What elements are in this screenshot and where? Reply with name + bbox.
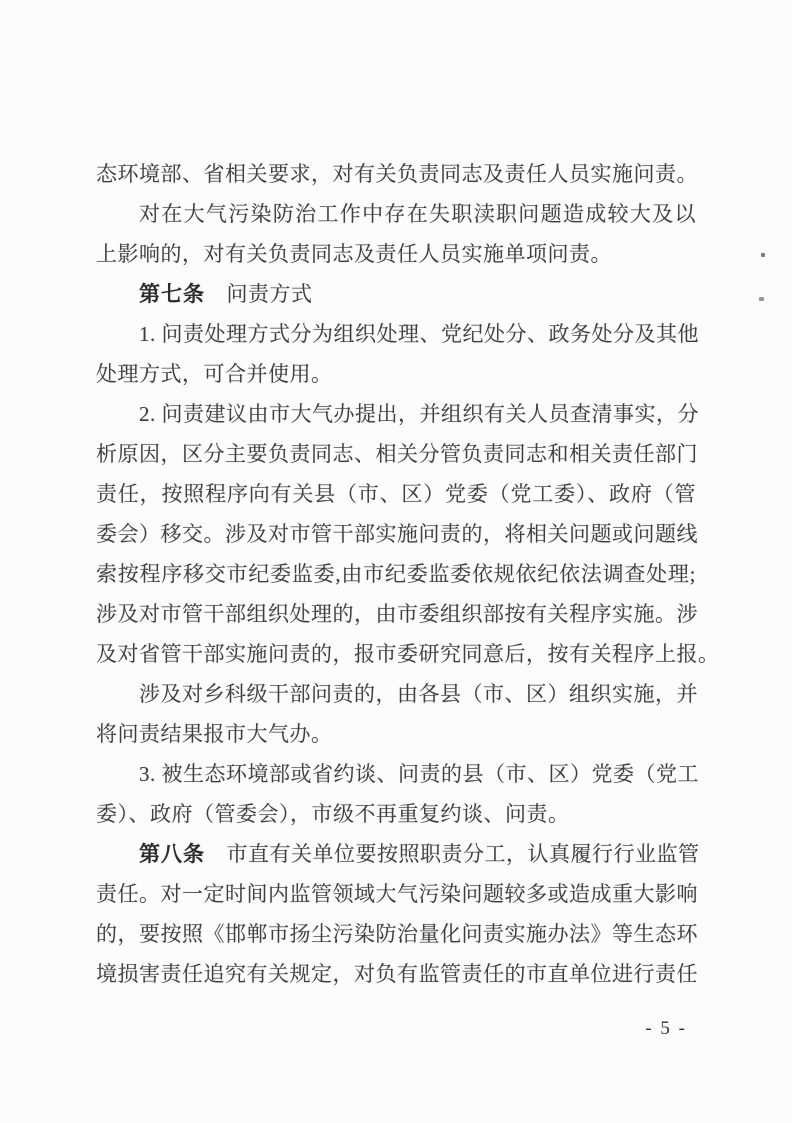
text-line [96,594,696,634]
text-segment: 态环境部、省相关要求，对有关负责同志及责任人员实施问责。 [96,162,698,186]
section-heading-label: 第八条 [139,843,205,866]
text-line [96,794,696,834]
text-segment: 责任，按照程序向有关县（市、区）党委（党工委）、政府（管 [96,482,696,506]
text-line [96,754,699,794]
text-segment: 涉及对市管干部组织处理的，由市委组织部按有关程序实施。涉 [96,602,698,626]
text-segment: 境损害责任追究有关规定，对负有监管责任的市直单位进行责任 [96,962,698,986]
text-line [96,474,696,514]
text-line [96,194,696,234]
text-segment: 及对省管干部实施问责的，报市委研究同意后，按有关程序上报。 [96,642,720,666]
text-line [96,394,699,434]
text-segment: 上影响的，对有关负责同志及责任人员实施单项问责。 [96,242,612,266]
text-line [96,274,696,314]
text-line [96,634,720,674]
text-segment: 委会）移交。涉及对市管干部实施问责的，将相关问题或问题线 [96,522,698,546]
text-segment: 将问责结果报市大气办。 [96,722,333,746]
text-line [96,914,696,954]
section-heading-label: 第七条 [139,283,205,306]
text-segment: 1. 问责处理方式分为组织处理、党纪处分、政务处分及其他 [139,322,699,346]
text-line [96,234,696,274]
text-segment: 的，要按照《邯郸市扬尘污染防治量化问责实施办法》等生态环 [96,922,698,946]
page-number: - 5 - [645,1018,687,1039]
text-line [96,714,696,754]
text-line [96,874,696,914]
text-line [96,314,699,354]
text-line [96,674,696,714]
text-segment: 索按程序移交市纪委监委,由市纪委监委依规依纪依法调查处理; [96,562,696,586]
text-line [96,554,696,594]
document-body [96,154,720,994]
text-segment: 责任。对一定时间内监管领域大气污染问题较多或造成重大影响 [96,882,698,906]
text-segment: 市直有关单位要按照职责分工，认真履行行业监管 [205,842,700,866]
text-line [96,434,696,474]
text-segment: 2. 问责建议由市大气办提出，并组织有关人员查清事实，分 [139,402,699,426]
text-segment: 对在大气污染防治工作中存在失职渎职问题造成较大及以 [139,202,696,226]
text-line [96,954,696,994]
scan-speck [761,253,765,257]
text-segment: 涉及对乡科级干部问责的，由各县（市、区）组织实施，并 [139,682,698,706]
text-segment: 问责方式 [205,282,313,306]
scan-speck [759,297,764,301]
text-segment: 处理方式，可合并使用。 [96,362,333,386]
text-line [96,154,696,194]
text-segment: 析原因，区分主要负责同志、相关分管负责同志和相关责任部门 [96,442,698,466]
text-segment: 3. 被生态环境部或省约谈、问责的县（市、区）党委（党工 [139,762,699,786]
text-line [96,354,696,394]
text-line [96,834,700,874]
text-segment: 委）、政府（管委会），市级不再重复约谈、问责。 [96,802,570,826]
text-line [96,514,696,554]
